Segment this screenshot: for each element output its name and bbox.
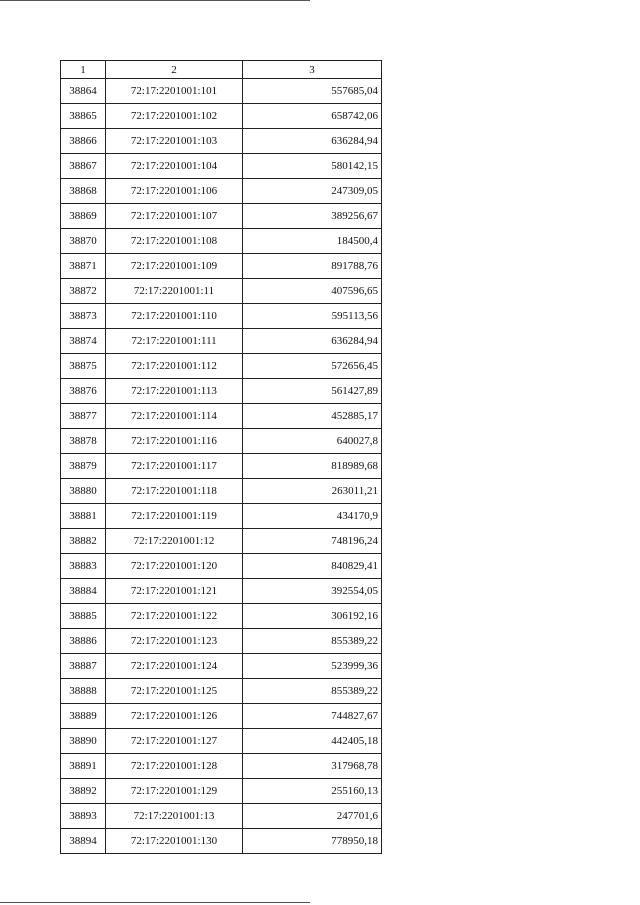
value-cell: 778950,18	[243, 829, 382, 854]
row-number-cell: 38873	[61, 304, 106, 329]
table-row	[61, 379, 382, 404]
value-cell: 818989,68	[243, 454, 382, 479]
row-number-cell: 38875	[61, 354, 106, 379]
row-number-cell: 38868	[61, 179, 106, 204]
value-cell: 891788,76	[243, 254, 382, 279]
value-cell: 247309,05	[243, 179, 382, 204]
cadastral-number-cell: 72:17:2201001:101	[106, 79, 243, 104]
table-row	[61, 304, 382, 329]
cadastral-number-cell: 72:17:2201001:122	[106, 604, 243, 629]
table-body	[61, 79, 382, 854]
table-row	[61, 129, 382, 154]
value-cell: 640027,8	[243, 429, 382, 454]
cadastral-number-cell: 72:17:2201001:129	[106, 779, 243, 804]
row-number-cell: 38879	[61, 454, 106, 479]
row-number-cell: 38864	[61, 79, 106, 104]
table-row	[61, 529, 382, 554]
cadastral-number-cell: 72:17:2201001:125	[106, 679, 243, 704]
bottom-rule	[0, 902, 310, 903]
table-row	[61, 704, 382, 729]
cadastral-number-cell: 72:17:2201001:12	[106, 529, 243, 554]
row-number-cell: 38867	[61, 154, 106, 179]
value-cell: 263011,21	[243, 479, 382, 504]
value-cell: 434170,9	[243, 504, 382, 529]
cadastral-number-cell: 72:17:2201001:103	[106, 129, 243, 154]
table-row	[61, 279, 382, 304]
row-number-cell: 38872	[61, 279, 106, 304]
value-cell: 855389,22	[243, 679, 382, 704]
cadastral-number-cell: 72:17:2201001:117	[106, 454, 243, 479]
table-row	[61, 79, 382, 104]
table-row	[61, 829, 382, 854]
row-number-cell: 38894	[61, 829, 106, 854]
value-cell: 452885,17	[243, 404, 382, 429]
value-cell: 523999,36	[243, 654, 382, 679]
table-row	[61, 804, 382, 829]
cadastral-number-cell: 72:17:2201001:113	[106, 379, 243, 404]
value-cell: 636284,94	[243, 129, 382, 154]
row-number-cell: 38893	[61, 804, 106, 829]
row-number-cell: 38877	[61, 404, 106, 429]
value-cell: 317968,78	[243, 754, 382, 779]
table-row	[61, 679, 382, 704]
header-row	[61, 61, 382, 79]
table-row	[61, 654, 382, 679]
cadastral-number-cell: 72:17:2201001:107	[106, 204, 243, 229]
row-number-cell: 38889	[61, 704, 106, 729]
table-row	[61, 429, 382, 454]
value-cell: 407596,65	[243, 279, 382, 304]
column-header-2: 2	[106, 61, 243, 79]
cadastral-number-cell: 72:17:2201001:120	[106, 554, 243, 579]
table-row	[61, 154, 382, 179]
table-row	[61, 629, 382, 654]
value-cell: 572656,45	[243, 354, 382, 379]
table-row	[61, 204, 382, 229]
value-cell: 561427,89	[243, 379, 382, 404]
row-number-cell: 38883	[61, 554, 106, 579]
cadastral-number-cell: 72:17:2201001:112	[106, 354, 243, 379]
cadastral-number-cell: 72:17:2201001:119	[106, 504, 243, 529]
value-cell: 748196,24	[243, 529, 382, 554]
table-row	[61, 779, 382, 804]
value-cell: 389256,67	[243, 204, 382, 229]
cadastral-number-cell: 72:17:2201001:111	[106, 329, 243, 354]
value-cell: 392554,05	[243, 579, 382, 604]
row-number-cell: 38886	[61, 629, 106, 654]
table-row	[61, 179, 382, 204]
cadastral-number-cell: 72:17:2201001:121	[106, 579, 243, 604]
table-row	[61, 504, 382, 529]
cadastral-number-cell: 72:17:2201001:110	[106, 304, 243, 329]
table-row	[61, 479, 382, 504]
cadastral-number-cell: 72:17:2201001:102	[106, 104, 243, 129]
top-rule	[0, 0, 310, 1]
cadastral-number-cell: 72:17:2201001:108	[106, 229, 243, 254]
cadastral-number-cell: 72:17:2201001:109	[106, 254, 243, 279]
cadastral-number-cell: 72:17:2201001:106	[106, 179, 243, 204]
row-number-cell: 38892	[61, 779, 106, 804]
table-row	[61, 354, 382, 379]
row-number-cell: 38874	[61, 329, 106, 354]
row-number-cell: 38887	[61, 654, 106, 679]
table-row	[61, 554, 382, 579]
table-row	[61, 404, 382, 429]
value-cell: 247701,6	[243, 804, 382, 829]
table-row	[61, 229, 382, 254]
value-cell: 855389,22	[243, 629, 382, 654]
value-cell: 442405,18	[243, 729, 382, 754]
cadastral-number-cell: 72:17:2201001:124	[106, 654, 243, 679]
value-cell: 636284,94	[243, 329, 382, 354]
row-number-cell: 38878	[61, 429, 106, 454]
cadastral-number-cell: 72:17:2201001:118	[106, 479, 243, 504]
cadastral-number-cell: 72:17:2201001:130	[106, 829, 243, 854]
value-cell: 255160,13	[243, 779, 382, 804]
table-row	[61, 454, 382, 479]
value-cell: 580142,15	[243, 154, 382, 179]
row-number-cell: 38865	[61, 104, 106, 129]
cadastral-number-cell: 72:17:2201001:116	[106, 429, 243, 454]
row-number-cell: 38884	[61, 579, 106, 604]
value-cell: 557685,04	[243, 79, 382, 104]
row-number-cell: 38871	[61, 254, 106, 279]
value-cell: 744827,67	[243, 704, 382, 729]
value-cell: 184500,4	[243, 229, 382, 254]
row-number-cell: 38891	[61, 754, 106, 779]
value-cell: 306192,16	[243, 604, 382, 629]
row-number-cell: 38888	[61, 679, 106, 704]
registry-table	[60, 60, 382, 854]
cadastral-number-cell: 72:17:2201001:128	[106, 754, 243, 779]
cadastral-number-cell: 72:17:2201001:11	[106, 279, 243, 304]
value-cell: 595113,56	[243, 304, 382, 329]
row-number-cell: 38866	[61, 129, 106, 154]
row-number-cell: 38869	[61, 204, 106, 229]
row-number-cell: 38880	[61, 479, 106, 504]
row-number-cell: 38882	[61, 529, 106, 554]
table-row	[61, 729, 382, 754]
row-number-cell: 38870	[61, 229, 106, 254]
row-number-cell: 38881	[61, 504, 106, 529]
value-cell: 658742,06	[243, 104, 382, 129]
row-number-cell: 38885	[61, 604, 106, 629]
table-row	[61, 104, 382, 129]
table-row	[61, 754, 382, 779]
cadastral-number-cell: 72:17:2201001:126	[106, 704, 243, 729]
row-number-cell: 38876	[61, 379, 106, 404]
table-row	[61, 254, 382, 279]
column-header-3: 3	[243, 61, 382, 79]
table-row	[61, 604, 382, 629]
cadastral-number-cell: 72:17:2201001:127	[106, 729, 243, 754]
cadastral-number-cell: 72:17:2201001:104	[106, 154, 243, 179]
table-row	[61, 329, 382, 354]
value-cell: 840829,41	[243, 554, 382, 579]
row-number-cell: 38890	[61, 729, 106, 754]
table-row	[61, 579, 382, 604]
cadastral-number-cell: 72:17:2201001:123	[106, 629, 243, 654]
column-header-1: 1	[61, 61, 106, 79]
cadastral-number-cell: 72:17:2201001:114	[106, 404, 243, 429]
cadastral-number-cell: 72:17:2201001:13	[106, 804, 243, 829]
